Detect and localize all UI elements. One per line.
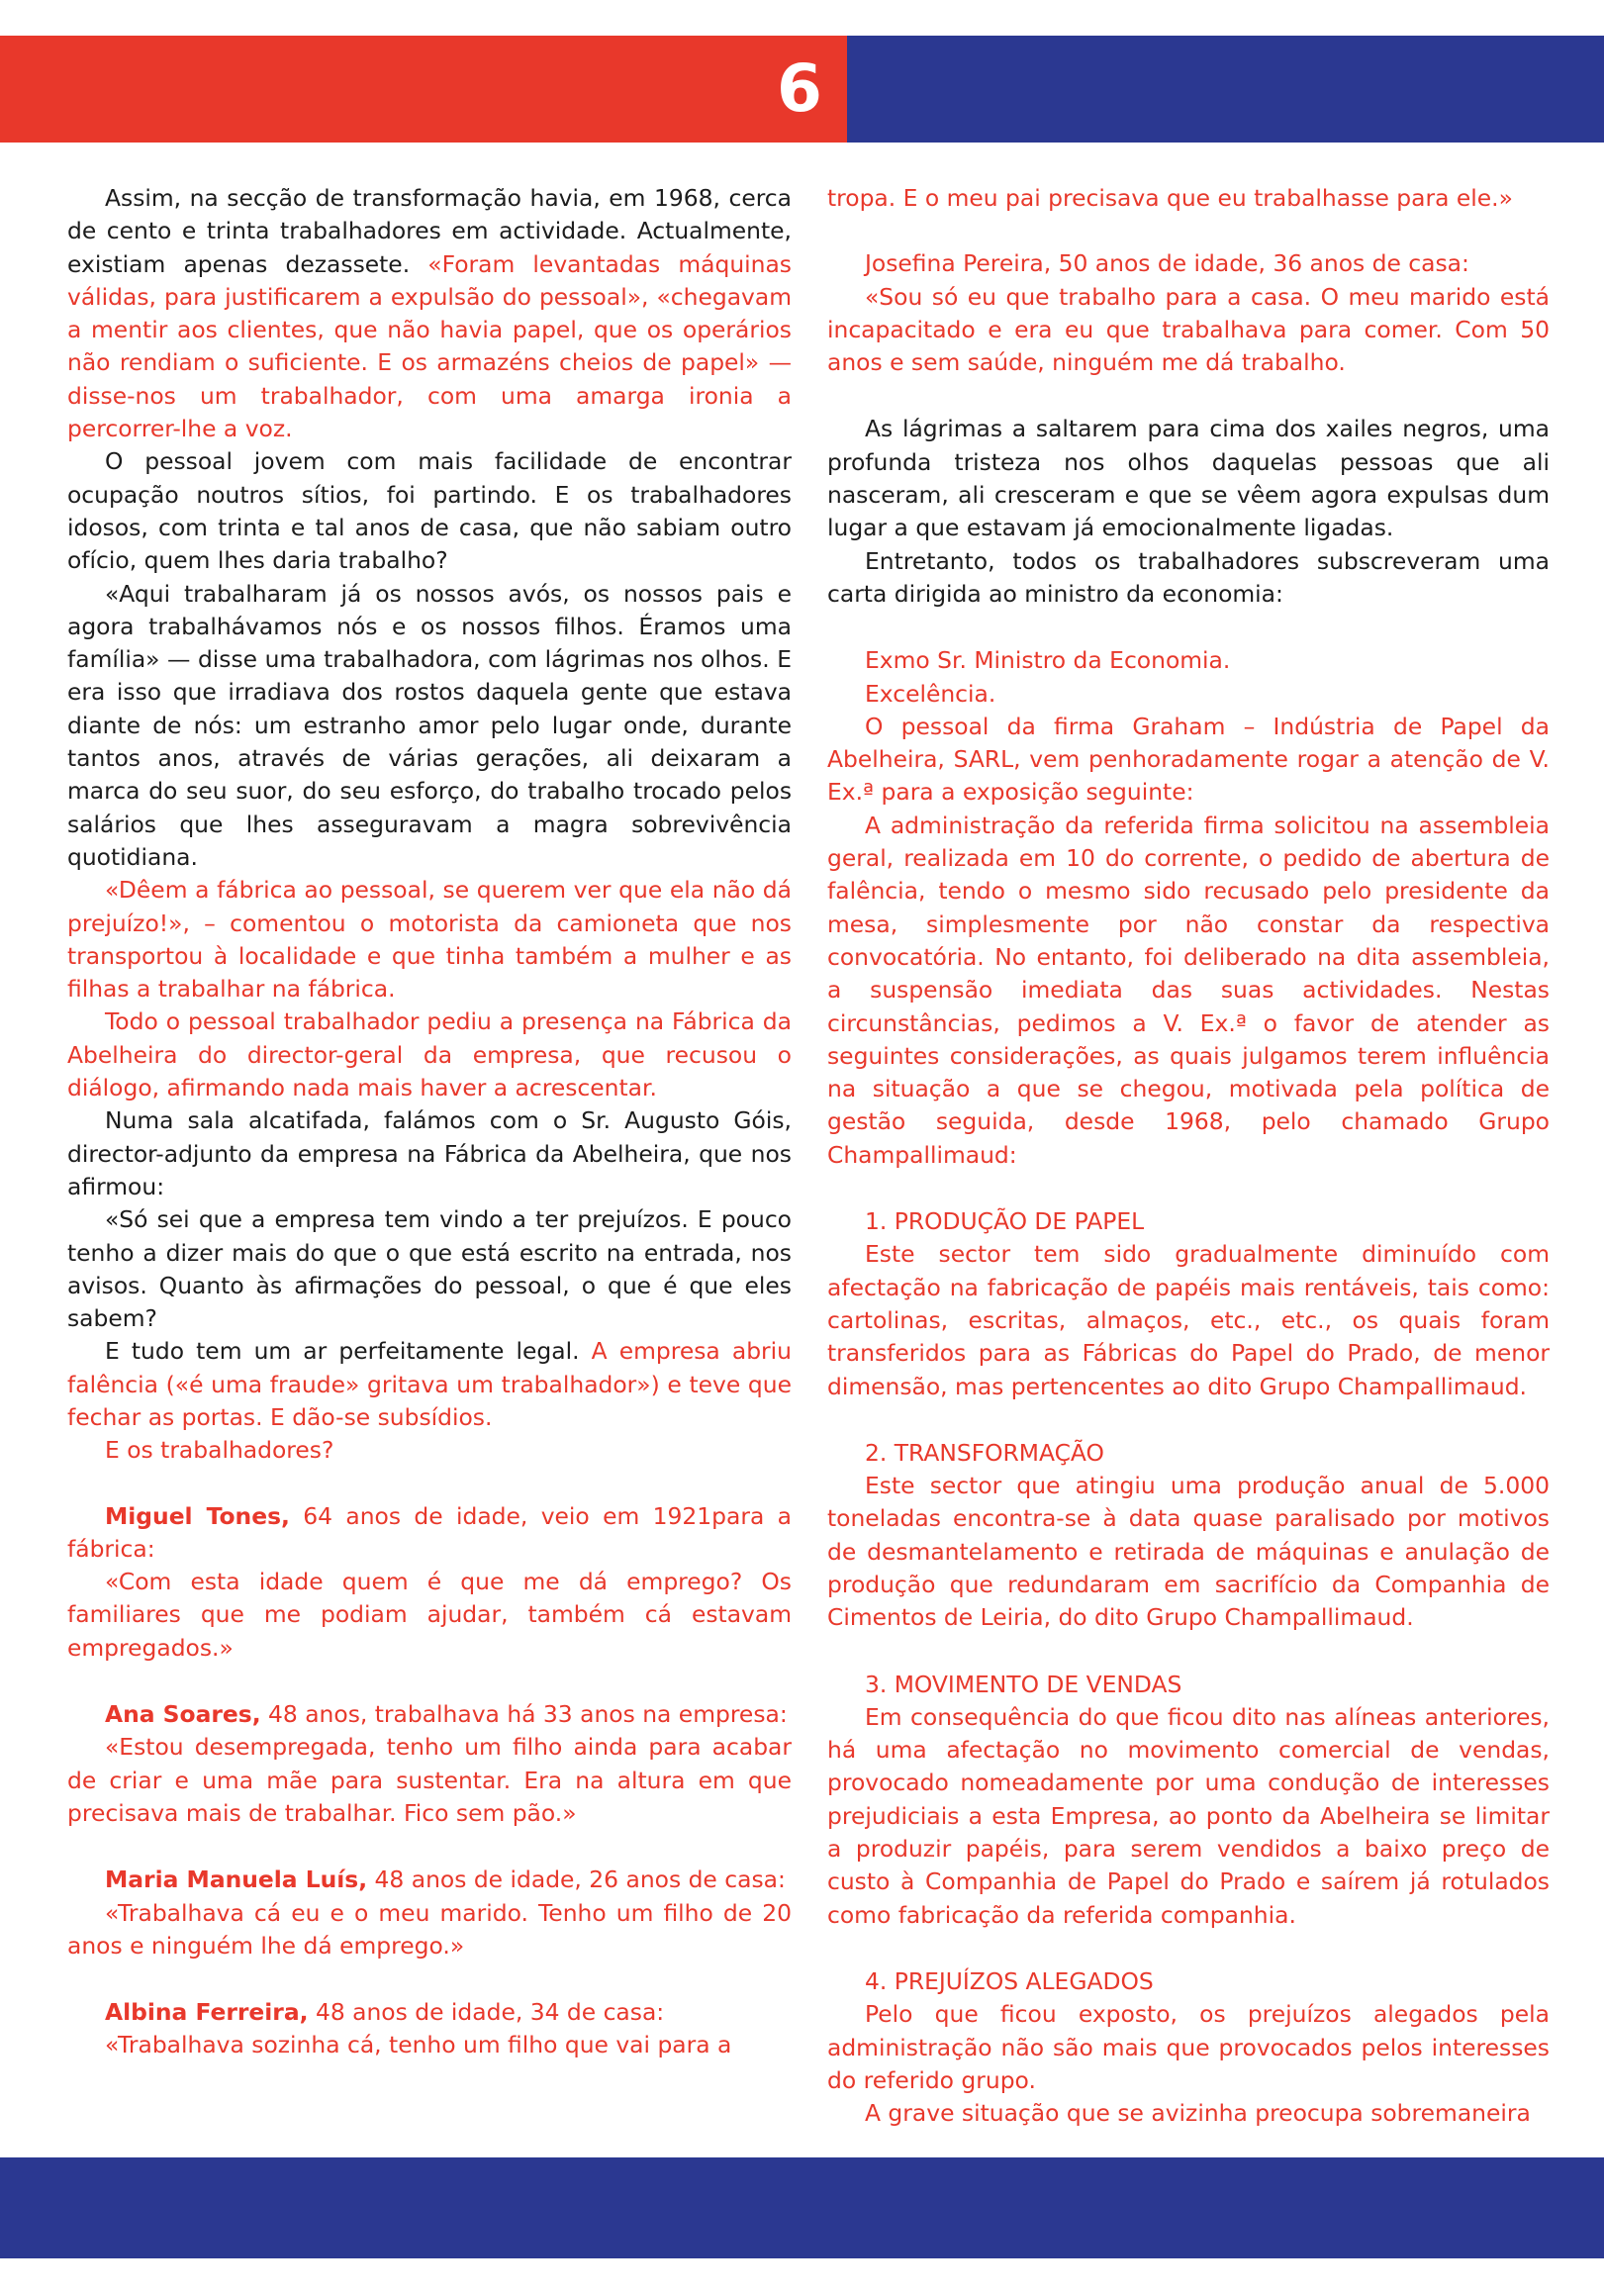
letter-paragraph: A administração da referida firma solicitou na assembleia geral, realizada em 10 do corrente, o pedido de abertura de falência, tendo o mesmo sido recusado pelo presidente da mesa, simplesmente por não constar da respectiva convocatória. No entanto, foi deliberado na dita assembleia, a suspensão imediata das suas actividades. Nestas circunstâncias, pedimos a V. Ex.ª o favor de atender as seguintes considerações, as quais julgamos terem influência na situação a que se chegou, motivada pela política de gestão seguida, desde 1968, pelo chamado Grupo Champallimaud:: [827, 811, 1550, 1169]
testimony-details: 48 anos, trabalhava há 33 anos na empresa:: [260, 1700, 788, 1729]
letter-salutation: Exmo Sr. Ministro da Economia.: [865, 646, 1231, 675]
testimony-name: Ana Soares,: [105, 1700, 261, 1729]
right-column: [827, 182, 1550, 2130]
testimony-quote: tropa. E o meu pai precisava que eu trabalhasse para ele.»: [827, 184, 1513, 212]
testimony-details: 48 anos de idade, 34 de casa:: [308, 1998, 665, 2027]
section-heading: 3. MOVIMENTO DE VENDAS: [865, 1670, 1182, 1698]
testimony-name: Miguel Tones,: [105, 1501, 290, 1530]
testimony-intro: Josefina Pereira, 50 anos de idade, 36 anos de casa:: [865, 249, 1469, 278]
paragraph: «Aqui trabalharam já os nossos avós, os nossos pais e agora trabalhávamos nós e os nossos filhos. Éramos uma família» — disse uma trabalhadora, com lágrimas nos olhos. E era isso que irradiava dos rostos daquela gente que estava diante de nós: um estranho amor pelo lugar onde, durante tantos anos, através de várias gerações, ali deixaram a marca do seu suor, do seu esforço, do trabalho trocado pelos salários que lhes asseguravam a magra sobrevivência quotidiana.: [67, 579, 792, 871]
paragraph: E os trabalhadores?: [105, 1436, 334, 1465]
section-heading: 1. PRODUÇÃO DE PAPEL: [865, 1207, 1145, 1236]
section-text: Pelo que ficou exposto, os prejuízos alegados pela administração não são mais que provocados pelos interesses do referido grupo.: [827, 2000, 1550, 2094]
paragraph: «Dêem a fábrica ao pessoal, se querem ver que ela não dá prejuízo!», – comentou o motorista da camioneta que nos transportou à localidade e que tinha também a mulher e as filhas a trabalhar na fábrica.: [67, 876, 792, 1004]
testimony-quote: «Trabalhava cá eu e o meu marido. Tenho um filho de 20 anos e ninguém lhe dá emprego.»: [67, 1898, 792, 1960]
paragraph: [67, 182, 792, 445]
paragraph: Entretanto, todos os trabalhadores subscreveram uma carta dirigida ao ministro da economia:: [827, 546, 1550, 608]
paragraph-text: E tudo tem um ar perfeitamente legal.: [105, 1337, 592, 1366]
paragraph: As lágrimas a saltarem para cima dos xailes negros, uma profunda tristeza nos olhos daquelas pessoas que ali nasceram, ali cresceram e que se vêem agora expulsas dum lugar a que estavam já emocionalmente ligadas.: [827, 415, 1550, 542]
testimony-quote: «Sou só eu que trabalho para a casa. O meu marido está incapacitado e era eu que trabalhava para comer. Com 50 anos e sem saúde, ninguém me dá trabalho.: [827, 282, 1550, 377]
letter-paragraph: O pessoal da firma Graham – Indústria de Papel da Abelheira, SARL, vem penhoradamente rogar a atenção de V. Ex.ª para a exposição seguinte:: [827, 712, 1550, 807]
testimony-intro: [67, 1698, 792, 1731]
testimony-name: Albina Ferreira,: [105, 1998, 309, 2027]
testimony-intro: [67, 1996, 792, 2029]
header-blue-band: [847, 36, 1604, 143]
section-text: Em consequência do que ficou dito nas alíneas anteriores, há uma afectação no movimento comercial de vendas, provocado nomeadamente por uma condução de interesses prejudiciais a esta Empresa, ao ponto da Abelheira se limitar a produzir papéis, para serem vendidos a baixo preço de custo à Companhia de Papel do Prado e saírem já rotulados como fabricação da referida companhia.: [827, 1702, 1550, 1929]
paragraph: Todo o pessoal trabalhador pediu a presença na Fábrica da Abelheira do director-geral da empresa, que recusou o diálogo, afirmando nada mais haver a acrescentar.: [67, 1007, 792, 1102]
paragraph-text: Assim, na secção de transformação havia, em 1968, cerca de cento e trinta trabalhadores em actividade. Actualmente, existiam apenas dezassete.: [67, 184, 792, 278]
testimony-intro: [67, 1864, 792, 1896]
section-heading: 4. PREJUÍZOS ALEGADOS: [865, 1966, 1154, 1995]
section-heading: 2. TRANSFORMAÇÃO: [865, 1438, 1104, 1467]
quote-text: A empresa abriu falência («é uma fraude» gritava um trabalhador») e teve que fechar as portas. E dão-se subsídios.: [67, 1337, 792, 1431]
paragraph: [67, 1335, 792, 1434]
testimony-quote: «Com esta idade quem é que me dá emprego? Os familiares que me podiam ajudar, também cá estavam empregados.»: [67, 1568, 792, 1662]
quote-text: «Foram levantadas máquinas válidas, para justificarem a expulsão do pessoal», «chegavam a mentir aos clientes, que não havia papel, que os operários não rendiam o suficiente. E os armazéns cheios de papel» — disse-nos um trabalhador, com uma amarga ironia a percorrer-lhe a voz.: [67, 249, 792, 443]
page-footer-bar: [0, 2157, 1604, 2258]
page-header-bar: [0, 36, 1604, 143]
testimony-details: 48 anos de idade, 26 anos de casa:: [367, 1866, 786, 1894]
testimony-quote: «Estou desempregada, tenho um filho ainda para acabar de criar e uma mãe para sustentar. Era na altura em que precisava mais de trabalhar. Fico sem pão.»: [67, 1733, 792, 1827]
paragraph: O pessoal jovem com mais facilidade de encontrar ocupação noutros sítios, foi partindo. E os trabalhadores idosos, com trinta e tal anos de casa, que não sabiam outro ofício, quem lhes daria trabalho?: [67, 447, 792, 575]
page-number: 6: [777, 50, 822, 127]
section-text: A grave situação que se avizinha preocupa sobremaneira: [865, 2099, 1531, 2128]
paragraph: Numa sala alcatifada, falámos com o Sr. Augusto Góis, director-adjunto da empresa na Fábrica da Abelheira, que nos afirmou:: [67, 1106, 792, 1200]
testimony-quote: «Trabalhava sozinha cá, tenho um filho que vai para a: [105, 2031, 732, 2059]
testimony-intro: [67, 1500, 792, 1567]
section-text: Este sector que atingiu uma produção anual de 5.000 toneladas encontra-se à data quase paralisado por motivos de desmantelamento e retirada de máquinas e anulação de produção que redundaram em sacrifício da Companhia de Cimentos de Leiria, do dito Grupo Champallimaud.: [827, 1472, 1550, 1632]
left-column: [67, 182, 792, 2062]
section-text: Este sector tem sido gradualmente diminuído com afectação na fabricação de papéis mais rentáveis, tais como: cartolinas, escritas, almaços, etc., etc., os quais foram transferidos para as Fábricas do Papel do Prado, de menor dimensão, mas pertencentes ao dito Grupo Champallimaud.: [827, 1240, 1550, 1400]
paragraph: «Só sei que a empresa tem vindo a ter prejuízos. E pouco tenho a dizer mais do que o que está escrito na entrada, nos avisos. Quanto às afirmações do pessoal, o que é que eles sabem?: [67, 1205, 792, 1333]
letter-greeting: Excelência.: [865, 679, 996, 708]
header-red-band: [0, 36, 847, 143]
testimony-name: Maria Manuela Luís,: [105, 1866, 368, 1894]
testimony-details: 64 anos de idade, veio em 1921para a fábrica:: [67, 1501, 792, 1563]
